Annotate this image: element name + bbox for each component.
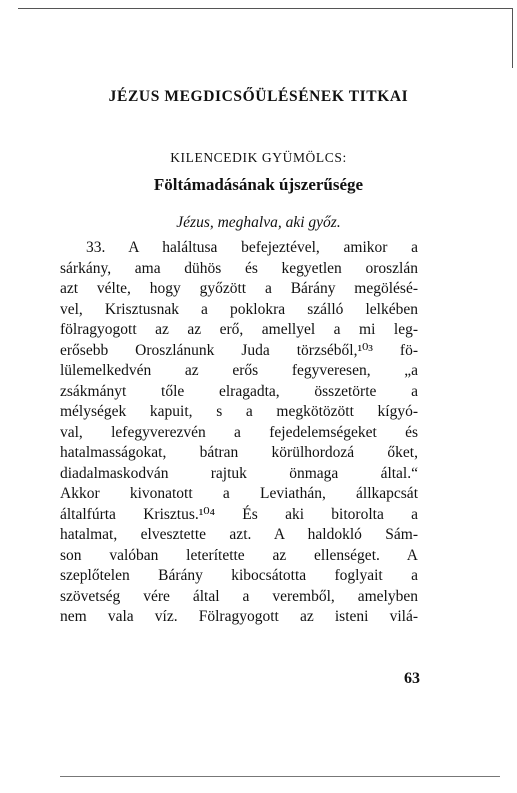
- body-line: vel, Krisztusnak a poklokra szálló lelkében: [60, 300, 418, 318]
- chapter-label: KILENCEDIK GYÜMÖLCS:: [170, 150, 347, 165]
- page-number: 63: [404, 670, 420, 687]
- body-line: sárkány, ama dühös és kegyetlen oroszlán: [60, 259, 418, 277]
- chapter-motto: Jézus, meghalva, aki győz.: [176, 214, 341, 231]
- body-paragraph: [60, 238, 418, 628]
- body-line: fölragyogott az az erő, amellyel a mi leg-: [60, 321, 418, 338]
- body-line: szövetség vére által a veremből, amelyben: [60, 587, 418, 605]
- body-line: szeplőtelen Bárány kibocsátotta foglyait a: [60, 567, 418, 584]
- running-head: JÉZUS MEGDICSŐÜLÉSÉNEK TITKAI: [108, 88, 409, 105]
- body-line: 33. A haláltusa befejeztével, amikor a: [86, 239, 418, 256]
- body-line: nem vala víz. Fölragyogott az isteni vilá-: [60, 608, 418, 625]
- body-line: diadalmaskodván rajtuk önmaga által.“: [60, 464, 418, 482]
- scan-edge-bottom: [60, 776, 500, 777]
- body-line: erősebb Oroszlánunk Juda törzséből,¹⁰³ fö-: [60, 341, 418, 359]
- body-line: általfúrta Krisztus.¹⁰⁴ És aki bitorolta a: [60, 505, 418, 523]
- body-line: zsákmányt tőle elragadta, összetörte a: [60, 382, 418, 400]
- body-line: Akkor kivonatott a Leviathán, állkapcsát: [60, 485, 418, 502]
- scan-edge-top: [18, 8, 512, 9]
- body-line: azt vélte, hogy győzött a Bárány megölésé-: [60, 280, 418, 297]
- body-line: lülemelkedvén az erős fegyveresen, „a: [60, 362, 418, 379]
- body-line: hatalmasságokat, bátran körülhordozá őket,: [60, 444, 418, 461]
- body-line: hatalmat, elvesztette azt. A haldokló Sám-: [60, 526, 418, 543]
- scan-edge-right: [512, 8, 513, 68]
- body-line: mélységek kapuit, s a megkötözött kígyó-: [60, 403, 418, 420]
- body-line: val, lefegyverezvén a fejedelemségeket és: [60, 423, 418, 441]
- body-line: son valóban leterítette az ellenséget. A: [60, 546, 418, 564]
- chapter-title: Föltámadásának újszerűsége: [153, 175, 364, 194]
